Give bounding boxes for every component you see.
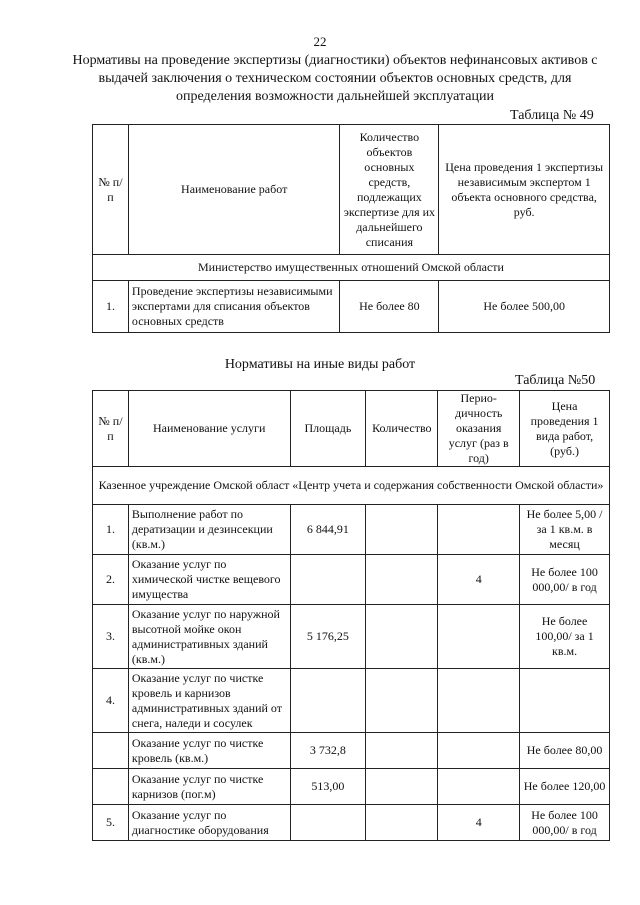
table50-row-count bbox=[366, 769, 438, 805]
table-row bbox=[93, 555, 610, 605]
table50-header-num: № п/п bbox=[93, 391, 129, 467]
heading-expertise: Нормативы на проведение экспертизы (диагностики) объектов нефинансовых активов с выдачей заключения о техническом состоянии объектов основных средств, для определения возможности дальнейшей эксплуатации bbox=[72, 53, 598, 104]
table49-row-qty: Не более 80 bbox=[340, 281, 439, 333]
table-row bbox=[93, 805, 610, 841]
table50-row-area: 6 844,91 bbox=[290, 505, 366, 555]
table50-header-price: Цена проведения 1 вида работ, (руб.) bbox=[520, 391, 610, 467]
table50-row-area bbox=[290, 669, 366, 733]
table50-row-num: 5. bbox=[93, 805, 129, 841]
table50-header-area: Площадь bbox=[290, 391, 366, 467]
table49-row-price: Не более 500,00 bbox=[439, 281, 610, 333]
table50-row-period: 4 bbox=[438, 805, 520, 841]
table-row bbox=[93, 769, 610, 805]
table50-section: Казенное учреждение Омской област «Центр учета и содержания собственности Омской области» bbox=[93, 467, 610, 505]
table50-row-count bbox=[366, 669, 438, 733]
table50-row-price: Не более 5,00 / за 1 кв.м. в месяц bbox=[520, 505, 610, 555]
table49-header-num: № п/п bbox=[93, 125, 129, 255]
table49-row-num: 1. bbox=[93, 281, 129, 333]
table50-row-num: 4. bbox=[93, 669, 129, 733]
table50-row-name: Оказание услуг по чистке кровель (кв.м.) bbox=[128, 733, 290, 769]
table-row bbox=[93, 669, 610, 733]
table50-row-price bbox=[520, 669, 610, 733]
table50-header-row bbox=[93, 391, 610, 467]
table-row bbox=[93, 281, 610, 333]
page-number: 22 bbox=[313, 34, 327, 49]
table50-section-row bbox=[93, 467, 610, 505]
table50-row-period bbox=[438, 769, 520, 805]
table50-row-period bbox=[438, 505, 520, 555]
table50-row-num bbox=[93, 733, 129, 769]
table50-row-name: Оказание услуг по диагностике оборудования bbox=[128, 805, 290, 841]
table50-row-name: Оказание услуг по чистке кровель и карнизов административных зданий от снега, наледи и сосулек bbox=[128, 669, 290, 733]
table50-row-price: Не более 100 000,00/ в год bbox=[520, 555, 610, 605]
table50-row-price: Не более 100,00/ за 1 кв.м. bbox=[520, 605, 610, 669]
table50-row-name: Выполнение работ по дератизации и дезинсекции (кв.м.) bbox=[128, 505, 290, 555]
table-row bbox=[93, 733, 610, 769]
table-row bbox=[93, 505, 610, 555]
table50-row-count bbox=[366, 805, 438, 841]
table50-header-name: Наименование услуги bbox=[128, 391, 290, 467]
table50-row-area bbox=[290, 555, 366, 605]
table49-header-name: Наименование работ bbox=[128, 125, 340, 255]
table50-row-price: Не более 120,00 bbox=[520, 769, 610, 805]
table-49 bbox=[92, 124, 610, 333]
table49-row-name: Проведение экспертизы независимыми экспертами для списания объектов основных средств bbox=[128, 281, 340, 333]
table50-row-num: 3. bbox=[93, 605, 129, 669]
table50-row-period: 4 bbox=[438, 555, 520, 605]
table49-header-row bbox=[93, 125, 610, 255]
table50-row-area: 513,00 bbox=[290, 769, 366, 805]
table50-row-period bbox=[438, 669, 520, 733]
table49-section: Министерство имущественных отношений Омской области bbox=[93, 255, 610, 281]
table50-row-num: 2. bbox=[93, 555, 129, 605]
table50-row-count bbox=[366, 605, 438, 669]
table50-row-area: 3 732,8 bbox=[290, 733, 366, 769]
table50-row-num bbox=[93, 769, 129, 805]
table50-row-period bbox=[438, 605, 520, 669]
table50-row-count bbox=[366, 505, 438, 555]
table49-section-row bbox=[93, 255, 610, 281]
table50-label: Таблица №50 bbox=[515, 373, 596, 388]
table-50 bbox=[92, 390, 610, 841]
table50-row-area: 5 176,25 bbox=[290, 605, 366, 669]
table-row bbox=[93, 605, 610, 669]
table50-row-period bbox=[438, 733, 520, 769]
table50-row-count bbox=[366, 555, 438, 605]
table50-row-count bbox=[366, 733, 438, 769]
table49-header-qty: Количество объектов основных средств, подлежащих экспертизе для их дальнейшего списания bbox=[340, 125, 439, 255]
table50-header-period: Перио-дичность оказания услуг (раз в год) bbox=[438, 391, 520, 467]
table50-header-count: Количество bbox=[366, 391, 438, 467]
heading-other-works: Нормативы на иные виды работ bbox=[224, 357, 416, 372]
table49-label: Таблица № 49 bbox=[510, 108, 594, 123]
table50-row-name: Оказание услуг по наружной высотной мойке окон административных зданий (кв.м.) bbox=[128, 605, 290, 669]
table50-row-price: Не более 80,00 bbox=[520, 733, 610, 769]
table50-row-name: Оказание услуг по химической чистке вещевого имущества bbox=[128, 555, 290, 605]
table50-row-area bbox=[290, 805, 366, 841]
table49-header-price: Цена проведения 1 экспертизы независимым экспертом 1 объекта основного средства, руб. bbox=[439, 125, 610, 255]
table50-row-price: Не более 100 000,00/ в год bbox=[520, 805, 610, 841]
table50-row-name: Оказание услуг по чистке карнизов (пог.м) bbox=[128, 769, 290, 805]
table50-row-num: 1. bbox=[93, 505, 129, 555]
